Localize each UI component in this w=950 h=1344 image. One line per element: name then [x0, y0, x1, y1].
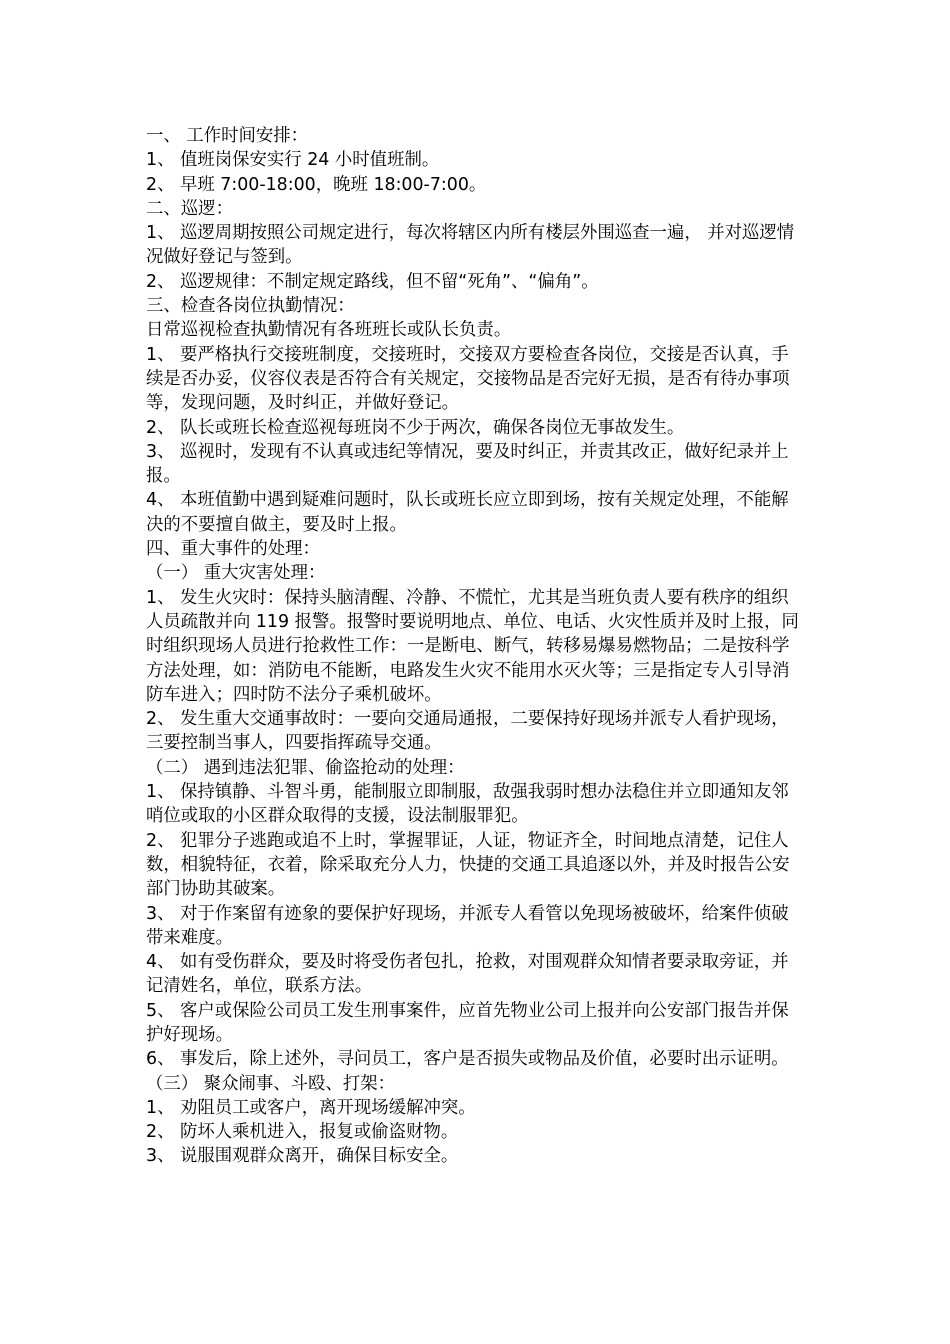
- paragraph-24h-duty: 1、 值班岗保安实行 24 小时值班制。: [146, 150, 440, 171]
- subsection-heading-disasters: （一） 重大灾害处理：: [146, 563, 326, 584]
- paragraph-protect-scene: 3、 对于作案留有迹象的要保护好现场，并派专人看管以免现场被破坏，给案件侦破带来难度。: [146, 903, 789, 948]
- paragraph-injured-people: 4、 如有受伤群众，要及时将受伤者包扎，抢救，对围观群众知情者要录取旁证，并记清姓名，单位，联系方法。: [146, 952, 789, 997]
- paragraph-inspection-frequency: 2、 队长或班长检查巡视每班岗不少于两次，确保各岗位无事故发生。: [146, 417, 685, 438]
- paragraph-correct-violations: 3、 巡视时，发现有不认真或违纪等情况，要及时纠正，并责其改正，做好纪录并上报。: [146, 441, 789, 487]
- paragraph-fleeing-criminal: 2、 犯罪分子逃跑或追不上时，掌握罪证，人证，物证齐全，时间地点清楚，记住人数，相貌特征，衣着，除采取充分人力，快捷的交通工具追逐以外，并及时报告公安部门协助其破案。: [146, 830, 790, 900]
- paragraph-inspection-responsibility: 日常巡视检查执勤情况有各班班长或队长负责。: [146, 320, 512, 341]
- paragraph-patrol-rule: 2、 巡逻规律：不制定规定路线，但不留“死角”、“偏角”。: [146, 271, 599, 292]
- section-heading-patrol: 二、巡逻：: [146, 198, 233, 219]
- section-heading-work-schedule: 一、 工作时间安排：: [146, 126, 309, 146]
- paragraph-stay-calm: 1、 保持镇静、斗智斗勇，能制服立即制服，敌强我弱时想办法稳住并立即通知友邻哨位或取的小区群众取得的支援，设法制服罪犯。: [146, 782, 789, 827]
- paragraph-after-incident: 6、 事发后，除上述外，寻问员工，客户是否损失或物品及价值，必要时出示证明。: [146, 1049, 789, 1070]
- paragraph-shift-times: 2、 早班 7:00-18:00，晚班 18:00-7:00。: [146, 174, 487, 195]
- document-body: [146, 124, 806, 1169]
- section-heading-post-inspection: 三、检查各岗位执勤情况：: [146, 296, 355, 317]
- paragraph-handover-system: 1、 要严格执行交接班制度，交接班时，交接双方要检查各岗位，交接是否认真，手续是否办妥，仪容仪表是否符合有关规定，交接物品是否完好无损，是否有待办事项等，发现问题，及时纠正，并做好登记。: [146, 344, 790, 414]
- paragraph-traffic-accident: 2、 发生重大交通事故时：一要向交通局通报，二要保持好现场并派专人看护现场，三要控制当事人，四要指挥疏导交通。: [146, 709, 789, 754]
- paragraph-difficult-issues: 4、 本班值勤中遇到疑难问题时，队长或班长应立即到场，按有关规定处理，不能解决的不要擅自做主，要及时上报。: [146, 490, 789, 535]
- subsection-heading-crime: （二） 遇到违法犯罪、偷盗抢动的处理：: [146, 757, 465, 778]
- paragraph-patrol-cycle: 1、 巡逻周期按照公司规定进行，每次将辖区内所有楼层外围巡查一遍， 并对巡逻情况做好登记与签到。: [146, 223, 795, 268]
- paragraph-criminal-case-report: 5、 客户或保险公司员工发生刑事案件，应首先物业公司上报并向公安部门报告并保护好现场。: [146, 1000, 789, 1045]
- subsection-heading-disturbances: （三） 聚众闹事、斗殴、打架：: [146, 1073, 395, 1094]
- paragraph-dissuade-conflict: 1、 劝阻员工或客户，离开现场缓解冲突。: [146, 1097, 476, 1118]
- paragraph-prevent-intrusion: 2、 防坏人乘机进入，报复或偷盗财物。: [146, 1122, 459, 1143]
- paragraph-fire-response: 1、 发生火灾时：保持头脑清醒、冷静、不慌忙，尤其是当班负责人要有秩序的组织人员疏散并向 119 报警。报警时要说明地点、单位、电话、火灾性质并及时上报，同时组织现场人员进行抢救性工作：一是断电、断气，转移易爆易燃物品；二是按科学方法处理，如：消防电不能断，电路发生火灾不能用水灭火等；三是指定专人引导消防车进入；四时防不法分子乘机破坏。: [146, 587, 799, 705]
- section-heading-major-incidents: 四、重大事件的处理：: [146, 539, 320, 560]
- paragraph-disperse-crowd: 3、 说服围观群众离开，确保目标安全。: [146, 1146, 459, 1167]
